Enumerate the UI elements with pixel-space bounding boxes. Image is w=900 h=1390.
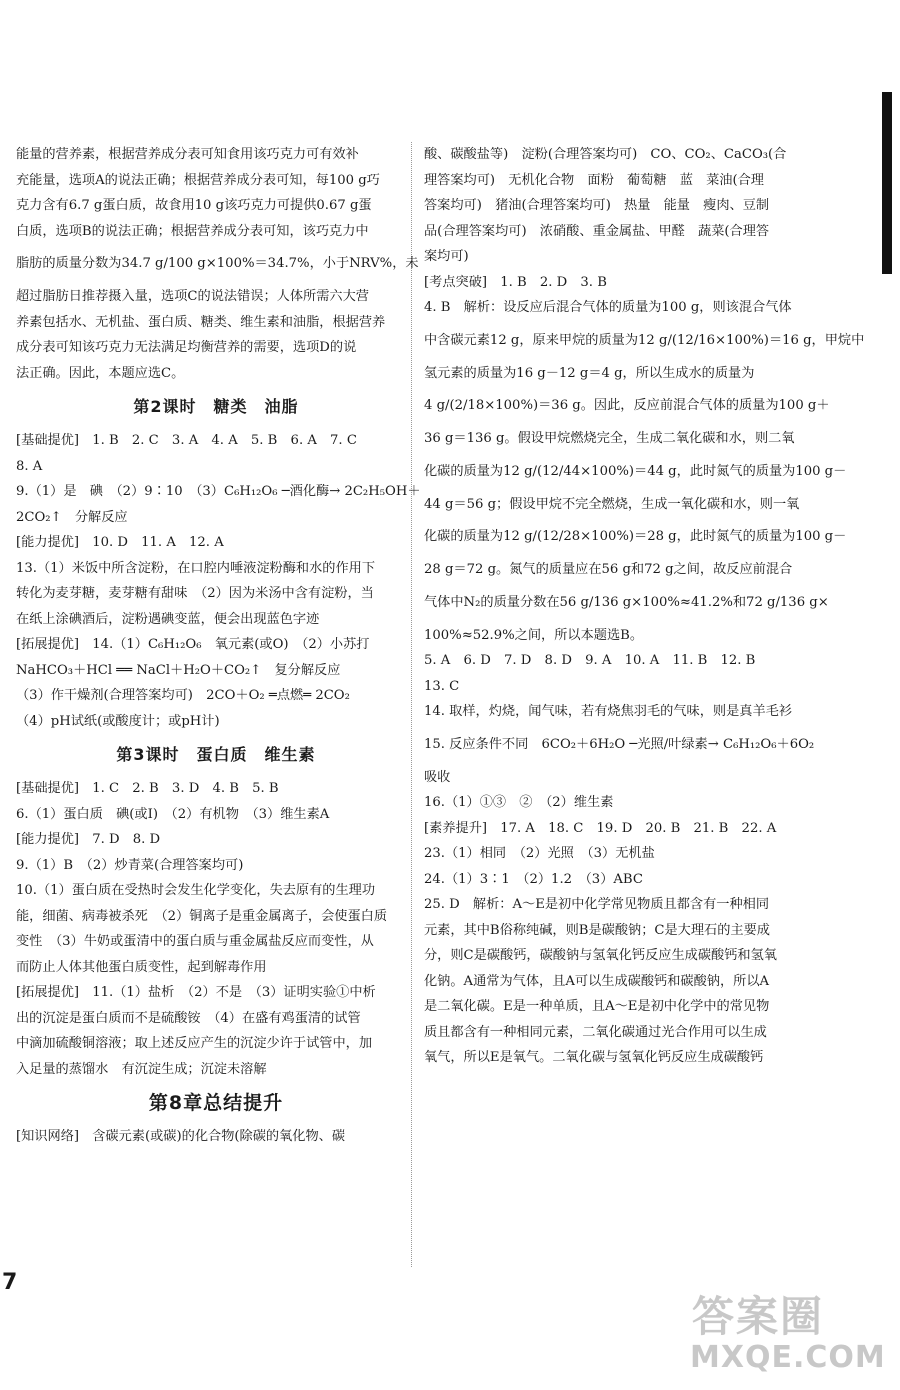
- text-line: [素养提升] 17. A 18. C 19. D 20. B 21. B 22. A: [424, 820, 777, 836]
- watermark-url: MXQE.COM: [690, 1340, 886, 1375]
- text-line: 10.（1）蛋白质在受热时会发生化学变化，失去原有的生理功: [16, 883, 376, 898]
- text-line: 而防止人体其他蛋白质变性，起到解毒作用: [16, 959, 267, 975]
- page-number: 7: [2, 1270, 18, 1295]
- text-line: 法正确。因此，本题应选C。: [16, 365, 185, 381]
- text-line: [能力提优] 7. D 8. D: [16, 832, 161, 847]
- text-line: 13. C: [424, 678, 460, 694]
- left-column: [16, 142, 421, 1150]
- text-line: 转化为麦芽糖，麦芽糖有甜味 （2）因为米汤中含有淀粉，当: [16, 586, 374, 601]
- text-line: 白质，选项B的说法正确；根据营养成分表可知，该巧克力中: [16, 223, 369, 239]
- chapter-heading: 第8章总结提升: [148, 1092, 284, 1114]
- text-line: 成分表可知该巧克力无法满足均衡营养的需要，选项D的说: [16, 340, 357, 355]
- text-line: 元素，其中B俗称纯碱，则B是碳酸钠；C是大理石的主要成: [424, 922, 770, 938]
- text-line: 化碳的质量为12 g/(12/44×100%)＝44 g，此时氮气的质量为100 g－: [424, 463, 847, 479]
- text-line: 分，则C是碳酸钙，碳酸钠与氢氧化钙反应生成碳酸钙和氢氧: [424, 948, 777, 963]
- text-line: 氢元素的质量为16 g－12 g＝4 g，所以生成水的质量为: [424, 365, 755, 381]
- text-line: 中含碳元素12 g，原来甲烷的质量为12 g/(12/16×100%)＝16 g，甲烷中: [424, 332, 865, 348]
- text-line: 8. A: [16, 458, 43, 474]
- text-line: 9.（1）是 碘 （2）9∶10 （3）C₆H₁₂O₆ ─酒化酶→ 2C₂H₅OH＋: [16, 484, 421, 499]
- text-line: （3）作干燥剂(合理答案均可) 2CO＋O₂ ═点燃═ 2CO₂: [16, 688, 350, 703]
- text-line: [考点突破] 1. B 2. D 3. B: [424, 274, 607, 290]
- text-line: [拓展提优] 14.（1）C₆H₁₂O₆ 氧元素(或O) （2）小苏打: [16, 637, 370, 652]
- text-line: 能，细菌、病毒被杀死 （2）铜离子是重金属离子，会使蛋白质: [16, 908, 388, 924]
- text-line: 23.（1）相同 （2）光照 （3）无机盐: [424, 846, 655, 861]
- text-line: [知识网络] 含碳元素(或碳)的化合物(除碳的氧化物、碳: [16, 1129, 346, 1144]
- text-line: 24.（1）3∶1 （2）1.2 （3）ABC: [424, 871, 643, 887]
- text-line: 中滴加硫酸铜溶液；取上述反应产生的沉淀少许于试管中，加: [16, 1036, 373, 1051]
- watermark-logo: 答案圈: [692, 1292, 825, 1341]
- text-line: [拓展提优] 11.（1）盐析 （2）不是 （3）证明实验①中析: [16, 985, 376, 1000]
- text-line: 4. B 解析：设反应后混合气体的质量为100 g，则该混合气体: [424, 300, 792, 315]
- text-line: 变性 （3）牛奶或蛋清中的蛋白质与重金属盐反应而变性，从: [16, 934, 374, 949]
- text-line: 13.（1）米饭中所含淀粉，在口腔内唾液淀粉酶和水的作用下: [16, 560, 376, 576]
- section-heading: 第2课时 糖类 油脂: [133, 397, 299, 416]
- text-line: 36 g＝136 g。假设甲烷燃烧完全，生成二氧化碳和水，则二氧: [424, 431, 795, 446]
- text-line: 44 g＝56 g；假设甲烷不完全燃烧，生成一氧化碳和水，则一氧: [424, 496, 800, 512]
- text-line: 答案均可) 猪油(合理答案均可) 热量 能量 瘦肉、豆制: [424, 198, 770, 213]
- text-line: 吸收: [424, 769, 451, 785]
- text-line: 化钠。A通常为气体，且A可以生成碳酸钙和碳酸钠，所以A: [424, 973, 770, 989]
- text-line: 100%≈52.9%之间，所以本题选B。: [424, 627, 644, 643]
- text-line: 15. 反应条件不同 6CO₂＋6H₂O ─光照/叶绿素→ C₆H₁₂O₆＋6O₂: [424, 736, 815, 752]
- text-line: 出的沉淀是蛋白质而不是硫酸铵 （4）在盛有鸡蛋清的试管: [16, 1010, 361, 1026]
- right-column: [424, 142, 865, 1071]
- text-line: [基础提优] 1. C 2. B 3. D 4. B 5. B: [16, 781, 279, 796]
- text-line: NaHCO₃＋HCl ══ NaCl＋H₂O＋CO₂↑ 复分解反应: [16, 662, 341, 678]
- text-line: 克力含有6.7 g蛋白质，故食用10 g该巧克力可提供0.67 g蛋: [16, 198, 372, 213]
- text-line: 在纸上涂碘酒后，淀粉遇碘变蓝，便会出现蓝色字迹: [16, 611, 320, 627]
- text-line: 5. A 6. D 7. D 8. D 9. A 10. A 11. B 12. B: [424, 653, 756, 668]
- text-line: 养素包括水、无机盐、蛋白质、糖类、维生素和油脂，根据营养: [16, 314, 386, 330]
- text-line: 品(合理答案均可) 浓硝酸、重金属盐、甲醛 蔬菜(合理答: [424, 223, 770, 239]
- text-line: 28 g＝72 g。氮气的质量应在56 g和72 g之间，故反应前混合: [424, 562, 793, 577]
- text-line: 理答案均可) 无机化合物 面粉 葡萄糖 蓝 菜油(合理: [424, 172, 764, 188]
- text-line: （4）pH试纸(或酸度计；或pH计): [16, 713, 220, 729]
- text-line: 氧气，所以E是氧气。二氧化碳与氢氧化钙反应生成碳酸钙: [424, 1050, 764, 1065]
- text-line: 脂肪的质量分数为34.7 g/100 g×100%＝34.7%，小于NRV%，未: [16, 256, 419, 271]
- text-line: 充能量，选项A的说法正确；根据营养成分表可知，每100 g巧: [16, 172, 380, 188]
- text-line: [基础提优] 1. B 2. C 3. A 4. A 5. B 6. A 7. C: [16, 433, 357, 448]
- text-line: 气体中N₂的质量分数在56 g/136 g×100%≈41.2%和72 g/136 g×: [424, 594, 829, 610]
- text-line: 酸、碳酸盐等) 淀粉(合理答案均可) CO、CO₂、CaCO₃(合: [424, 147, 787, 162]
- text-line: 入足量的蒸馏水 有沉淀生成；沉淀未溶解: [16, 1061, 267, 1077]
- text-line: 案均可): [424, 249, 469, 264]
- text-line: 质且都含有一种相同元素，二氧化碳通过光合作用可以生成: [424, 1024, 767, 1040]
- text-line: 14. 取样，灼烧，闻气味，若有烧焦羽毛的气味，则是真羊毛衫: [424, 704, 793, 719]
- text-line: 超过脂肪日推荐摄入量，选项C的说法错误；人体所需六大营: [16, 289, 369, 304]
- text-line: 能量的营养素，根据营养成分表可知食用该巧克力可有效补: [16, 147, 359, 162]
- section-heading: 第3课时 蛋白质 维生素: [116, 745, 316, 764]
- text-line: 25. D 解析：A～E是初中化学常见物质且都含有一种相同: [424, 897, 770, 912]
- text-line: 化碳的质量为12 g/(12/28×100%)＝28 g，此时氮气的质量为100 g－: [424, 529, 847, 544]
- margin-bar: [882, 92, 892, 274]
- text-line: [能力提优] 10. D 11. A 12. A: [16, 535, 224, 550]
- text-line: 16.（1）①③ ② （2）维生素: [424, 795, 614, 810]
- text-line: 6.（1）蛋白质 碘(或I) （2）有机物 （3）维生素A: [16, 806, 330, 822]
- text-line: 4 g/(2/18×100%)＝36 g。因此，反应前混合气体的质量为100 g＋: [424, 398, 830, 413]
- text-line: 9.（1）B （2）炒青菜(合理答案均可): [16, 857, 244, 873]
- text-line: 是二氧化碳。E是一种单质，且A～E是初中化学中的常见物: [424, 999, 770, 1014]
- text-line: 2CO₂↑ 分解反应: [16, 509, 128, 525]
